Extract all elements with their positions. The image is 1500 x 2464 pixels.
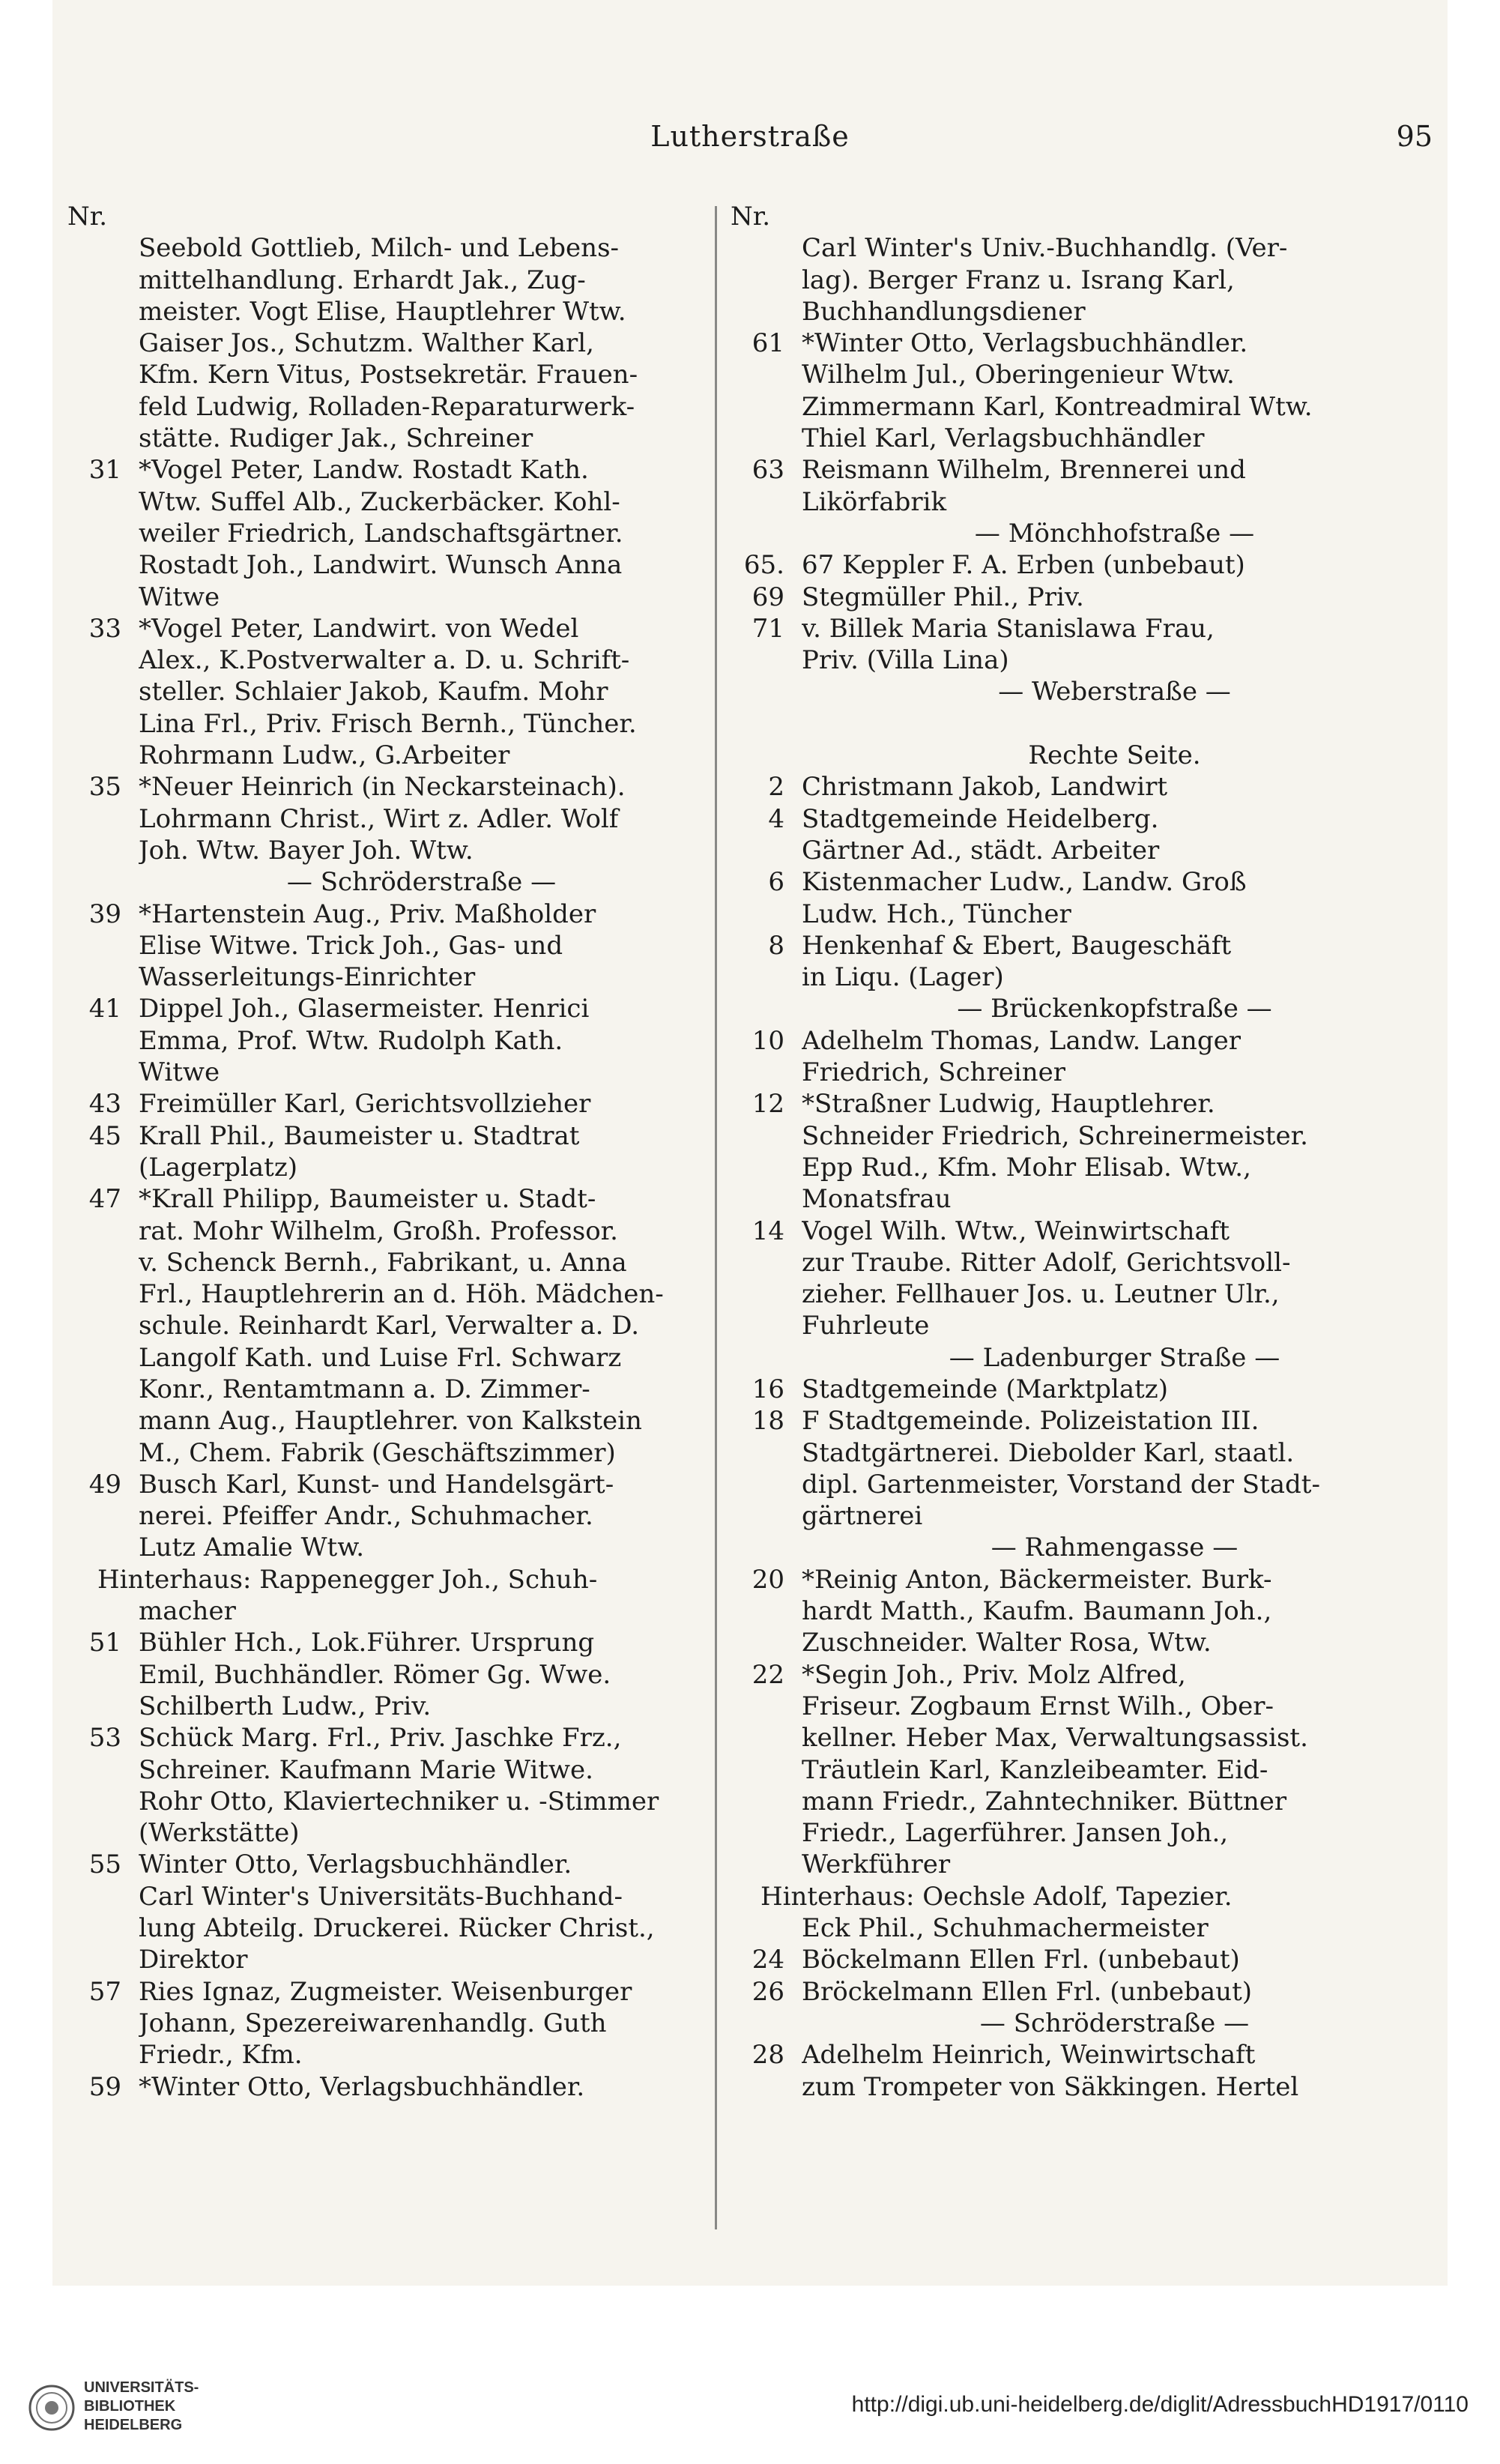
source-url[interactable]: http://digi.ub.uni-heidelberg.de/diglit/AdressbuchHD1917/0110 xyxy=(851,2392,1469,2417)
entry-line xyxy=(731,644,1427,676)
entry-text: Hinterhaus: Oechsle Adolf, Tapezier. xyxy=(760,1881,1233,1912)
entry-line xyxy=(67,549,704,581)
entry-line xyxy=(731,1437,1427,1469)
entry-line xyxy=(731,1564,1427,1595)
house-number: 22 xyxy=(751,1659,784,1690)
entry-line xyxy=(731,265,1427,296)
entry-line xyxy=(731,1754,1427,1786)
entry-text: Carl Winter's Univ.-Buchhandlg. (Ver- xyxy=(802,233,1288,264)
entry-line xyxy=(731,2071,1427,2103)
entry-line xyxy=(731,1786,1427,1817)
entry-text: Stadtgemeinde Heidelberg. xyxy=(802,803,1159,834)
entry-text: Bühler Hch., Lok.Führer. Ursprung xyxy=(139,1628,595,1658)
entry-text: gärtnerei xyxy=(802,1501,923,1532)
entry-text: Böckelmann Ellen Frl. (unbebaut) xyxy=(802,1945,1240,1975)
entry-line xyxy=(731,1310,1427,1341)
entry-text: Eck Phil., Schuhmachermeister xyxy=(802,1913,1209,1944)
entry-text: dipl. Gartenmeister, Vorstand der Stadt- xyxy=(802,1469,1320,1500)
house-number: 12 xyxy=(751,1089,784,1120)
entry-text: Elise Witwe. Trick Joh., Gas- und xyxy=(139,930,563,961)
entry-line xyxy=(67,1627,704,1658)
entry-line xyxy=(731,1025,1427,1057)
entry-line xyxy=(731,1691,1427,1722)
house-number: 6 xyxy=(768,867,784,898)
entry-text: Vogel Wilh. Wtw., Weinwirtschaft xyxy=(802,1216,1230,1246)
entry-text: *Krall Philipp, Baumeister u. Stadt- xyxy=(139,1184,596,1215)
house-number: 51 xyxy=(88,1628,121,1658)
entry-line xyxy=(67,1216,704,1247)
entry-text: Zimmermann Karl, Kontreadmiral Wtw. xyxy=(802,391,1313,422)
entry-line xyxy=(731,327,1427,359)
entry-line xyxy=(731,866,1427,898)
entry-line xyxy=(731,1405,1427,1437)
entry-line xyxy=(67,486,704,518)
entry-text: (Werkstätte) xyxy=(139,1818,300,1849)
column-divider xyxy=(715,206,717,2229)
entry-text: stätte. Rudiger Jak., Schreiner xyxy=(139,423,533,454)
entry-text: Henkenhaf & Ebert, Baugeschäft xyxy=(802,930,1232,961)
entry-text: 67 Keppler F. A. Erben (unbebaut) xyxy=(802,550,1245,581)
entry-line xyxy=(67,899,704,930)
entry-line xyxy=(731,1944,1427,1975)
entry-line xyxy=(67,1469,704,1500)
entry-text: Bröckelmann Ellen Frl. (unbebaut) xyxy=(802,1976,1252,2007)
entry-text: Frl., Hauptlehrerin an d. Höh. Mädchen- xyxy=(139,1279,664,1310)
entry-line xyxy=(731,232,1427,264)
entry-line xyxy=(67,1152,704,1183)
entry-line xyxy=(731,518,1427,549)
house-number: 61 xyxy=(751,328,784,359)
entry-line xyxy=(731,1278,1427,1310)
house-number: 24 xyxy=(751,1945,784,1975)
entry-text: Emil, Buchhändler. Römer Gg. Wwe. xyxy=(139,1659,611,1690)
entry-line xyxy=(731,1532,1427,1563)
house-number: 14 xyxy=(751,1216,784,1246)
entry-text: Kistenmacher Ludw., Landw. Groß xyxy=(802,867,1247,898)
entry-text: steller. Schlaier Jakob, Kaufm. Mohr xyxy=(139,677,608,707)
entry-text: feld Ludwig, Rolladen-Reparaturwerk- xyxy=(139,391,635,422)
entry-line xyxy=(731,582,1427,613)
entry-text: Busch Karl, Kunst- und Handelsgärt- xyxy=(139,1469,614,1500)
house-number: 41 xyxy=(88,994,121,1024)
entry-text: Schreiner. Kaufmann Marie Witwe. xyxy=(139,1754,593,1785)
entry-line xyxy=(67,1564,704,1595)
entry-line xyxy=(731,1976,1427,2008)
entry-text: Träutlein Karl, Kanzleibeamter. Eid- xyxy=(802,1754,1268,1785)
entry-line xyxy=(67,1310,704,1341)
entry-text: Friedrich, Schreiner xyxy=(802,1057,1066,1088)
street-heading: Rechte Seite. xyxy=(1028,740,1201,771)
entry-line xyxy=(731,930,1427,961)
entry-line xyxy=(731,1183,1427,1215)
entry-line xyxy=(731,2039,1427,2071)
entry-line xyxy=(731,1342,1427,1374)
entry-text: Wasserleitungs-Einrichter xyxy=(139,962,476,993)
logo-line: UNIVERSITÄTS- xyxy=(84,2379,199,2396)
entry-text: Langolf Kath. und Luise Frl. Schwarz xyxy=(139,1342,622,1373)
entry-line xyxy=(731,740,1427,771)
entry-text: meister. Vogt Elise, Hauptlehrer Wtw. xyxy=(139,296,626,327)
entry-text: macher xyxy=(139,1596,236,1627)
house-number: 4 xyxy=(768,803,784,834)
entry-text: Carl Winter's Universitäts-Buchhand- xyxy=(139,1881,623,1912)
entry-line xyxy=(67,1595,704,1627)
entry-line xyxy=(731,1088,1427,1120)
entry-line xyxy=(67,1722,704,1754)
entry-line xyxy=(67,232,704,264)
entry-line xyxy=(67,201,704,232)
page-title: Lutherstraße xyxy=(650,120,850,153)
entry-text: Stadtgärtnerei. Diebolder Karl, staatl. xyxy=(802,1437,1295,1468)
house-number: 49 xyxy=(88,1469,121,1500)
entry-text: *Winter Otto, Verlagsbuchhändler. xyxy=(802,328,1248,359)
entry-line xyxy=(731,1469,1427,1500)
entry-line xyxy=(67,1405,704,1437)
entry-line xyxy=(67,1976,704,2008)
entry-text: Adelhelm Thomas, Landw. Langer xyxy=(802,1025,1241,1056)
entry-text: Werkführer xyxy=(802,1849,951,1880)
house-number: 20 xyxy=(751,1564,784,1595)
entry-text: in Liqu. (Lager) xyxy=(802,962,1004,993)
entry-text: Kfm. Kern Vitus, Postsekretär. Frauen- xyxy=(139,360,638,390)
left-column xyxy=(67,201,704,2103)
entry-text: Ludw. Hch., Tüncher xyxy=(802,899,1071,929)
entry-line xyxy=(67,961,704,993)
entry-line xyxy=(731,899,1427,930)
entry-text: nerei. Pfeiffer Andr., Schuhmacher. xyxy=(139,1501,593,1532)
house-number: 35 xyxy=(88,772,121,803)
entry-line xyxy=(67,1944,704,1975)
house-number: 28 xyxy=(751,2040,784,2071)
entry-text: Freimüller Karl, Gerichtsvollzieher xyxy=(139,1089,591,1120)
entry-line xyxy=(67,1500,704,1532)
entry-text: Wtw. Suffel Alb., Zuckerbäcker. Kohl- xyxy=(139,486,620,517)
entry-line xyxy=(67,771,704,803)
entry-text: Nr. xyxy=(67,202,108,232)
entry-line xyxy=(731,1817,1427,1849)
entry-text: Nr. xyxy=(731,202,771,232)
entry-text: Direktor xyxy=(139,1945,248,1975)
entry-text: *Straßner Ludwig, Hauptlehrer. xyxy=(802,1089,1215,1120)
entry-line xyxy=(731,1500,1427,1532)
house-number: 16 xyxy=(751,1374,784,1404)
entry-text: Dippel Joh., Glasermeister. Henrici xyxy=(139,994,590,1024)
entry-line xyxy=(731,454,1427,486)
entry-text: *Hartenstein Aug., Priv. Maßholder xyxy=(139,899,596,929)
entry-line xyxy=(731,1057,1427,1088)
entry-text: Konr., Rentamtmann a. D. Zimmer- xyxy=(139,1374,590,1404)
entry-text: Alex., K.Postverwalter a. D. u. Schrift- xyxy=(139,645,630,676)
entry-line xyxy=(67,1342,704,1374)
entry-text: F Stadtgemeinde. Polizeistation III. xyxy=(802,1406,1259,1437)
entry-line xyxy=(67,2039,704,2071)
entry-line xyxy=(731,1912,1427,1944)
entry-text: Adelhelm Heinrich, Weinwirtschaft xyxy=(802,2040,1256,2071)
entry-text: schule. Reinhardt Karl, Verwalter a. D. xyxy=(139,1311,640,1341)
entry-line xyxy=(731,1216,1427,1247)
entry-text: *Reinig Anton, Bäckermeister. Burk- xyxy=(802,1564,1272,1595)
entry-line xyxy=(731,1627,1427,1658)
entry-text: Buchhandlungsdiener xyxy=(802,296,1086,327)
entry-line xyxy=(67,2071,704,2103)
entry-line xyxy=(67,1088,704,1120)
entry-text: weiler Friedrich, Landschaftsgärtner. xyxy=(139,518,623,549)
entry-text: mann Aug., Hauptlehrer. von Kalkstein xyxy=(139,1406,642,1437)
entry-text: Krall Phil., Baumeister u. Stadtrat xyxy=(139,1120,580,1151)
street-heading: — Ladenburger Straße — xyxy=(949,1342,1280,1373)
entry-line xyxy=(67,1183,704,1215)
entry-line xyxy=(731,961,1427,993)
entry-text: Thiel Karl, Verlagsbuchhändler xyxy=(802,423,1205,454)
house-number: 57 xyxy=(88,1976,121,2007)
entry-line xyxy=(731,1374,1427,1405)
entry-line xyxy=(67,1659,704,1691)
entry-text: *Vogel Peter, Landw. Rostadt Kath. xyxy=(139,455,589,486)
entry-text: Rohr Otto, Klaviertechniker u. -Stimmer xyxy=(139,1786,659,1817)
entry-line xyxy=(67,1691,704,1722)
entry-line xyxy=(731,1120,1427,1152)
entry-line xyxy=(731,549,1427,581)
entry-text: zur Traube. Ritter Adolf, Gerichtsvoll- xyxy=(802,1247,1291,1278)
house-number: 69 xyxy=(751,582,784,612)
entry-line xyxy=(731,1595,1427,1627)
entry-text: Priv. (Villa Lina) xyxy=(802,645,1009,676)
scanned-page xyxy=(52,0,1448,2286)
entry-text: Wilhelm Jul., Oberingenieur Wtw. xyxy=(802,360,1235,390)
entry-text: Epp Rud., Kfm. Mohr Elisab. Wtw., xyxy=(802,1152,1251,1183)
entry-line xyxy=(67,1881,704,1912)
street-heading: — Rahmengasse — xyxy=(991,1533,1239,1563)
entry-line xyxy=(67,644,704,676)
entry-line xyxy=(67,518,704,549)
entry-line xyxy=(67,930,704,961)
entry-line xyxy=(731,486,1427,518)
entry-text: Lutz Amalie Wtw. xyxy=(139,1533,365,1563)
entry-line xyxy=(67,613,704,644)
entry-text: Schilberth Ludw., Priv. xyxy=(139,1691,432,1721)
entry-line xyxy=(67,1278,704,1310)
entry-text: lung Abteilg. Druckerei. Rücker Christ., xyxy=(139,1913,655,1944)
entry-text: Winter Otto, Verlagsbuchhändler. xyxy=(139,1849,572,1880)
entry-text: Schück Marg. Frl., Priv. Jaschke Frz., xyxy=(139,1723,622,1754)
entry-text: Hinterhaus: Rappenegger Joh., Schuh- xyxy=(97,1564,598,1595)
entry-line xyxy=(67,803,704,835)
entry-text: lag). Berger Franz u. Israng Karl, xyxy=(802,265,1235,295)
entry-text: Christmann Jakob, Landwirt xyxy=(802,772,1168,803)
street-heading: — Schröderstraße — xyxy=(286,867,557,898)
entry-line xyxy=(67,454,704,486)
entry-line xyxy=(731,1881,1427,1912)
entry-line xyxy=(731,803,1427,835)
entry-line xyxy=(731,391,1427,423)
entry-line xyxy=(67,296,704,327)
house-number: 31 xyxy=(88,455,121,486)
entry-text: hardt Matth., Kaufm. Baumann Joh., xyxy=(802,1596,1272,1627)
entry-text: Lina Frl., Priv. Frisch Bernh., Tüncher. xyxy=(139,708,637,739)
house-number: 43 xyxy=(88,1089,121,1120)
entry-line xyxy=(731,613,1427,644)
entry-text: v. Billek Maria Stanislawa Frau, xyxy=(802,613,1215,644)
entry-line xyxy=(67,423,704,454)
house-number: 33 xyxy=(88,613,121,644)
entry-line xyxy=(731,1849,1427,1880)
entry-text: Rostadt Joh., Landwirt. Wunsch Anna xyxy=(139,550,623,581)
entry-line xyxy=(731,423,1427,454)
entry-text: Johann, Spezereiwarenhandlg. Guth xyxy=(139,2008,607,2038)
entry-text: (Lagerplatz) xyxy=(139,1152,298,1183)
entry-text: *Winter Otto, Verlagsbuchhändler. xyxy=(139,2071,585,2102)
house-number: 2 xyxy=(768,772,784,803)
entry-text: M., Chem. Fabrik (Geschäftszimmer) xyxy=(139,1437,616,1468)
entry-text: Schneider Friedrich, Schreinermeister. xyxy=(802,1120,1308,1151)
house-number: 71 xyxy=(751,613,784,644)
house-number: 45 xyxy=(88,1120,121,1151)
entry-text: Stadtgemeinde (Marktplatz) xyxy=(802,1374,1168,1404)
entry-line xyxy=(67,676,704,707)
entry-line xyxy=(67,1437,704,1469)
entry-line xyxy=(67,1786,704,1817)
entry-text: Gärtner Ad., städt. Arbeiter xyxy=(802,835,1160,866)
house-number: 26 xyxy=(751,1976,784,2007)
entry-text: Monatsfrau xyxy=(802,1184,952,1215)
right-column xyxy=(731,201,1427,2103)
entry-text: rat. Mohr Wilhelm, Großh. Professor. xyxy=(139,1216,618,1246)
entry-text: mann Friedr., Zahntechniker. Büttner xyxy=(802,1786,1287,1817)
entry-text: Friseur. Zogbaum Ernst Wilh., Ober- xyxy=(802,1691,1274,1721)
library-logo-text xyxy=(84,2379,199,2435)
entry-text: zieher. Fellhauer Jos. u. Leutner Ulr., xyxy=(802,1279,1280,1310)
street-heading: — Schröderstraße — xyxy=(979,2008,1250,2038)
entry-text: Emma, Prof. Wtw. Rudolph Kath. xyxy=(139,1025,563,1056)
university-seal-icon xyxy=(28,2385,75,2431)
entry-line xyxy=(67,1374,704,1405)
entry-text: Ries Ignaz, Zugmeister. Weisenburger xyxy=(139,1976,632,2007)
entry-text: zum Trompeter von Säkkingen. Hertel xyxy=(802,2071,1299,2102)
entry-line xyxy=(731,1722,1427,1754)
entry-line xyxy=(67,1532,704,1563)
entry-text: Witwe xyxy=(139,582,220,612)
house-number: 18 xyxy=(751,1406,784,1437)
house-number: 53 xyxy=(88,1723,121,1754)
entry-line xyxy=(67,327,704,359)
entry-line xyxy=(731,835,1427,866)
entry-line xyxy=(731,1247,1427,1278)
entry-text: Lohrmann Christ., Wirt z. Adler. Wolf xyxy=(139,803,619,834)
house-number: 63 xyxy=(751,455,784,486)
entry-text: Gaiser Jos., Schutzm. Walther Karl, xyxy=(139,328,594,359)
entry-line xyxy=(67,2008,704,2039)
entry-line xyxy=(731,771,1427,803)
entry-line xyxy=(67,1057,704,1088)
entry-line xyxy=(731,993,1427,1024)
entry-text: Fuhrleute xyxy=(802,1311,930,1341)
entry-text: Joh. Wtw. Bayer Joh. Wtw. xyxy=(139,835,474,866)
entry-text: Stegmüller Phil., Priv. xyxy=(802,582,1084,612)
house-number: 10 xyxy=(751,1025,784,1056)
entry-text: Zuschneider. Walter Rosa, Wtw. xyxy=(802,1628,1212,1658)
entry-text: *Neuer Heinrich (in Neckarsteinach). xyxy=(139,772,626,803)
entry-line xyxy=(67,582,704,613)
entry-line xyxy=(67,265,704,296)
footer xyxy=(0,2362,1500,2445)
entry-text: v. Schenck Bernh., Fabrikant, u. Anna xyxy=(139,1247,627,1278)
entry-line xyxy=(67,740,704,771)
entry-text: Seebold Gottlieb, Milch- und Lebens- xyxy=(139,233,620,264)
house-number: 55 xyxy=(88,1849,121,1880)
entry-text: Rohrmann Ludw., G.Arbeiter xyxy=(139,740,510,771)
entry-line xyxy=(731,1659,1427,1691)
street-heading: — Weberstraße — xyxy=(998,677,1231,707)
house-number: 8 xyxy=(768,930,784,961)
entry-text: Witwe xyxy=(139,1057,220,1088)
entry-text: Reismann Wilhelm, Brennerei und xyxy=(802,455,1246,486)
entry-line xyxy=(67,1849,704,1880)
entry-text: Friedr., Kfm. xyxy=(139,2040,303,2071)
entry-line xyxy=(67,1912,704,1944)
house-number: 47 xyxy=(88,1184,121,1215)
entry-line xyxy=(731,708,1427,740)
entry-line xyxy=(731,676,1427,707)
entry-line xyxy=(731,201,1427,232)
street-heading: — Brückenkopfstraße — xyxy=(957,994,1272,1024)
entry-line xyxy=(67,1247,704,1278)
house-number: 65. xyxy=(743,550,784,581)
entry-line xyxy=(67,835,704,866)
entry-text: kellner. Heber Max, Verwaltungsassist. xyxy=(802,1723,1308,1754)
entry-line xyxy=(67,993,704,1024)
entry-line xyxy=(67,1025,704,1057)
entry-line xyxy=(731,359,1427,390)
entry-line xyxy=(67,1817,704,1849)
entry-text: *Vogel Peter, Landwirt. von Wedel xyxy=(139,613,579,644)
entry-line xyxy=(67,1120,704,1152)
entry-text: mittelhandlung. Erhardt Jak., Zug- xyxy=(139,265,586,295)
entry-line xyxy=(67,708,704,740)
house-number: 39 xyxy=(88,899,121,929)
entry-text: Likörfabrik xyxy=(802,486,947,517)
entry-line xyxy=(67,359,704,390)
entry-text: *Segin Joh., Priv. Molz Alfred, xyxy=(802,1659,1186,1690)
street-heading: — Mönchhofstraße — xyxy=(974,518,1255,549)
entry-line xyxy=(67,866,704,898)
entry-line xyxy=(731,2008,1427,2039)
logo-line: HEIDELBERG xyxy=(84,2417,183,2433)
entry-line xyxy=(731,296,1427,327)
entry-line xyxy=(67,1754,704,1786)
logo-line: BIBLIOTHEK xyxy=(84,2398,176,2415)
entry-line xyxy=(731,1152,1427,1183)
entry-line xyxy=(67,391,704,423)
page-number: 95 xyxy=(1396,120,1433,153)
entry-text: Friedr., Lagerführer. Jansen Joh., xyxy=(802,1818,1229,1849)
house-number: 59 xyxy=(88,2071,121,2102)
